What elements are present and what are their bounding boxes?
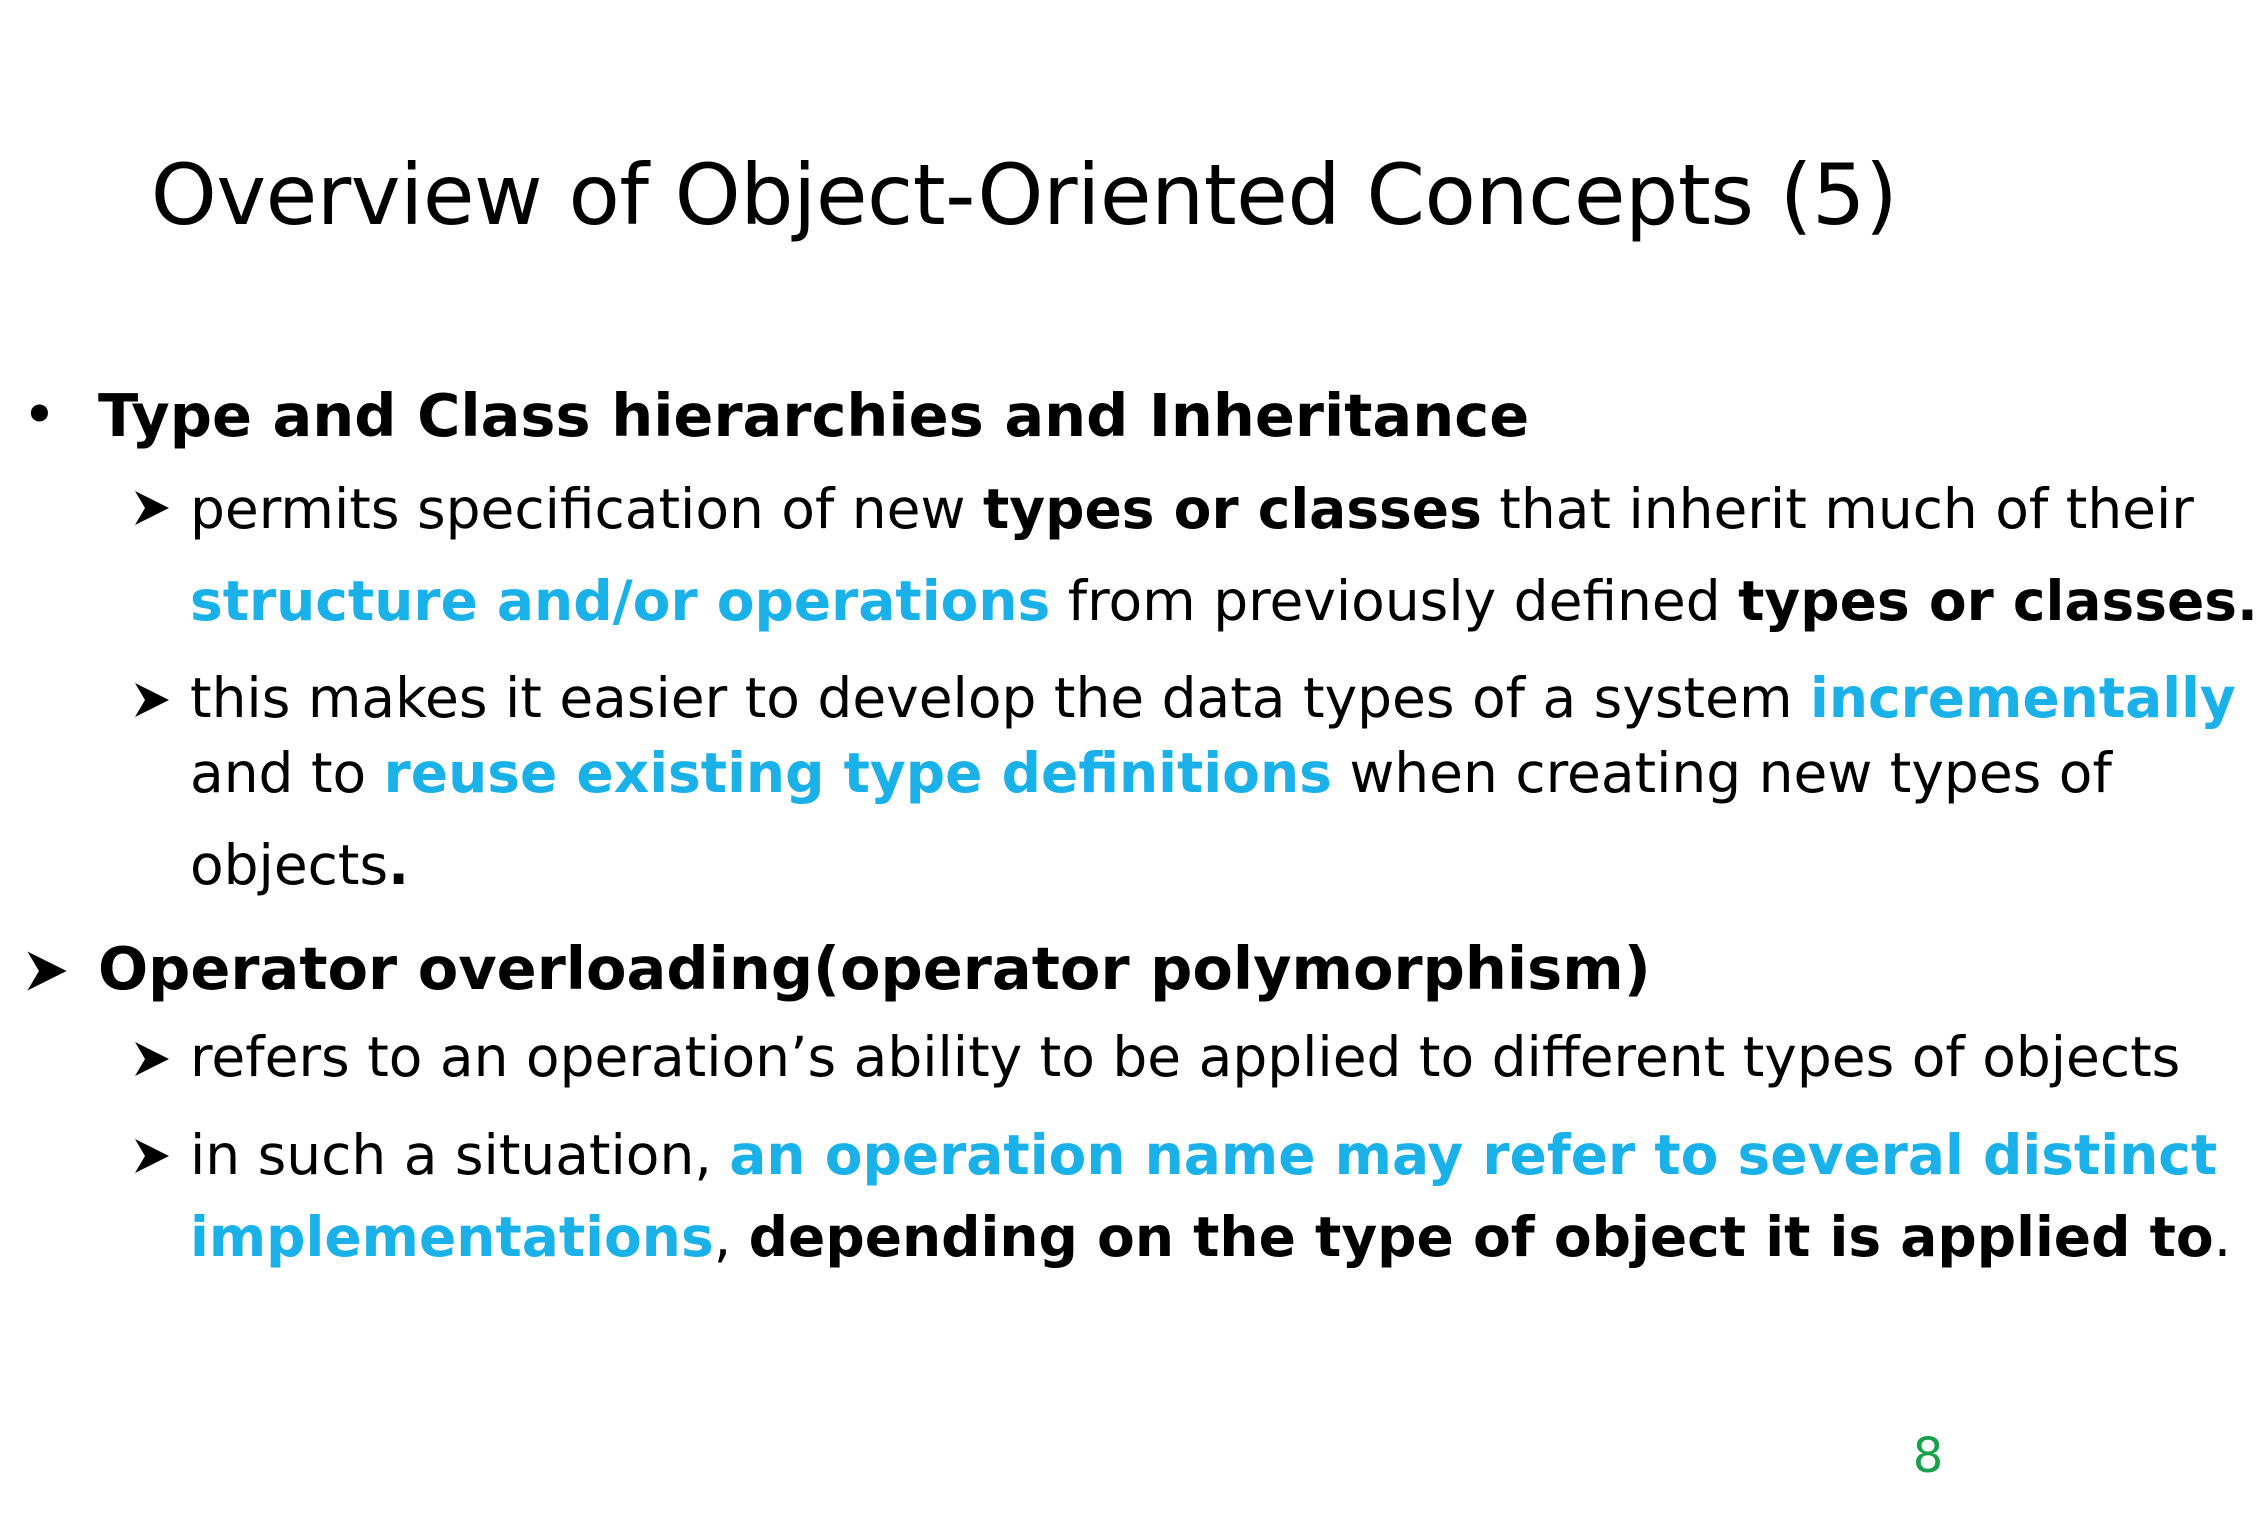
slide-title: Overview of Object-Oriented Concepts (5) <box>150 146 1898 244</box>
sub-bullet-line: refers to an operation’s ability to be applied to different types of objects <box>190 1025 2181 1089</box>
sub-bullet-line: permits specification of new types or classes that inherit much of their <box>190 477 2194 541</box>
arrow-bullet-icon <box>132 1039 172 1079</box>
sub-bullet-line: this makes it easier to develop the data types of a system incrementally <box>190 666 2236 730</box>
page-number: 8 <box>1912 1428 1944 1484</box>
arrow-bullet-icon <box>24 948 70 994</box>
bullet-heading-inheritance: Type and Class hierarchies and Inheritance <box>98 381 1530 450</box>
bullet-heading-overloading: Operator overloading(operator polymorphism) <box>98 934 1651 1003</box>
arrow-bullet-icon <box>132 488 172 528</box>
sub-bullet-line: implementations, depending on the type of object it is applied to. <box>190 1205 2232 1269</box>
arrow-bullet-icon <box>132 680 172 720</box>
arrow-bullet-icon <box>132 1136 172 1176</box>
sub-bullet-line: and to reuse existing type definitions when creating new types of <box>190 741 2112 805</box>
round-bullet-icon: • <box>22 380 57 449</box>
sub-bullet-line: structure and/or operations from previously defined types or classes. <box>190 569 2258 633</box>
sub-bullet-line: in such a situation, an operation name may refer to several distinct <box>190 1123 2218 1187</box>
sub-bullet-line: objects. <box>190 833 410 897</box>
